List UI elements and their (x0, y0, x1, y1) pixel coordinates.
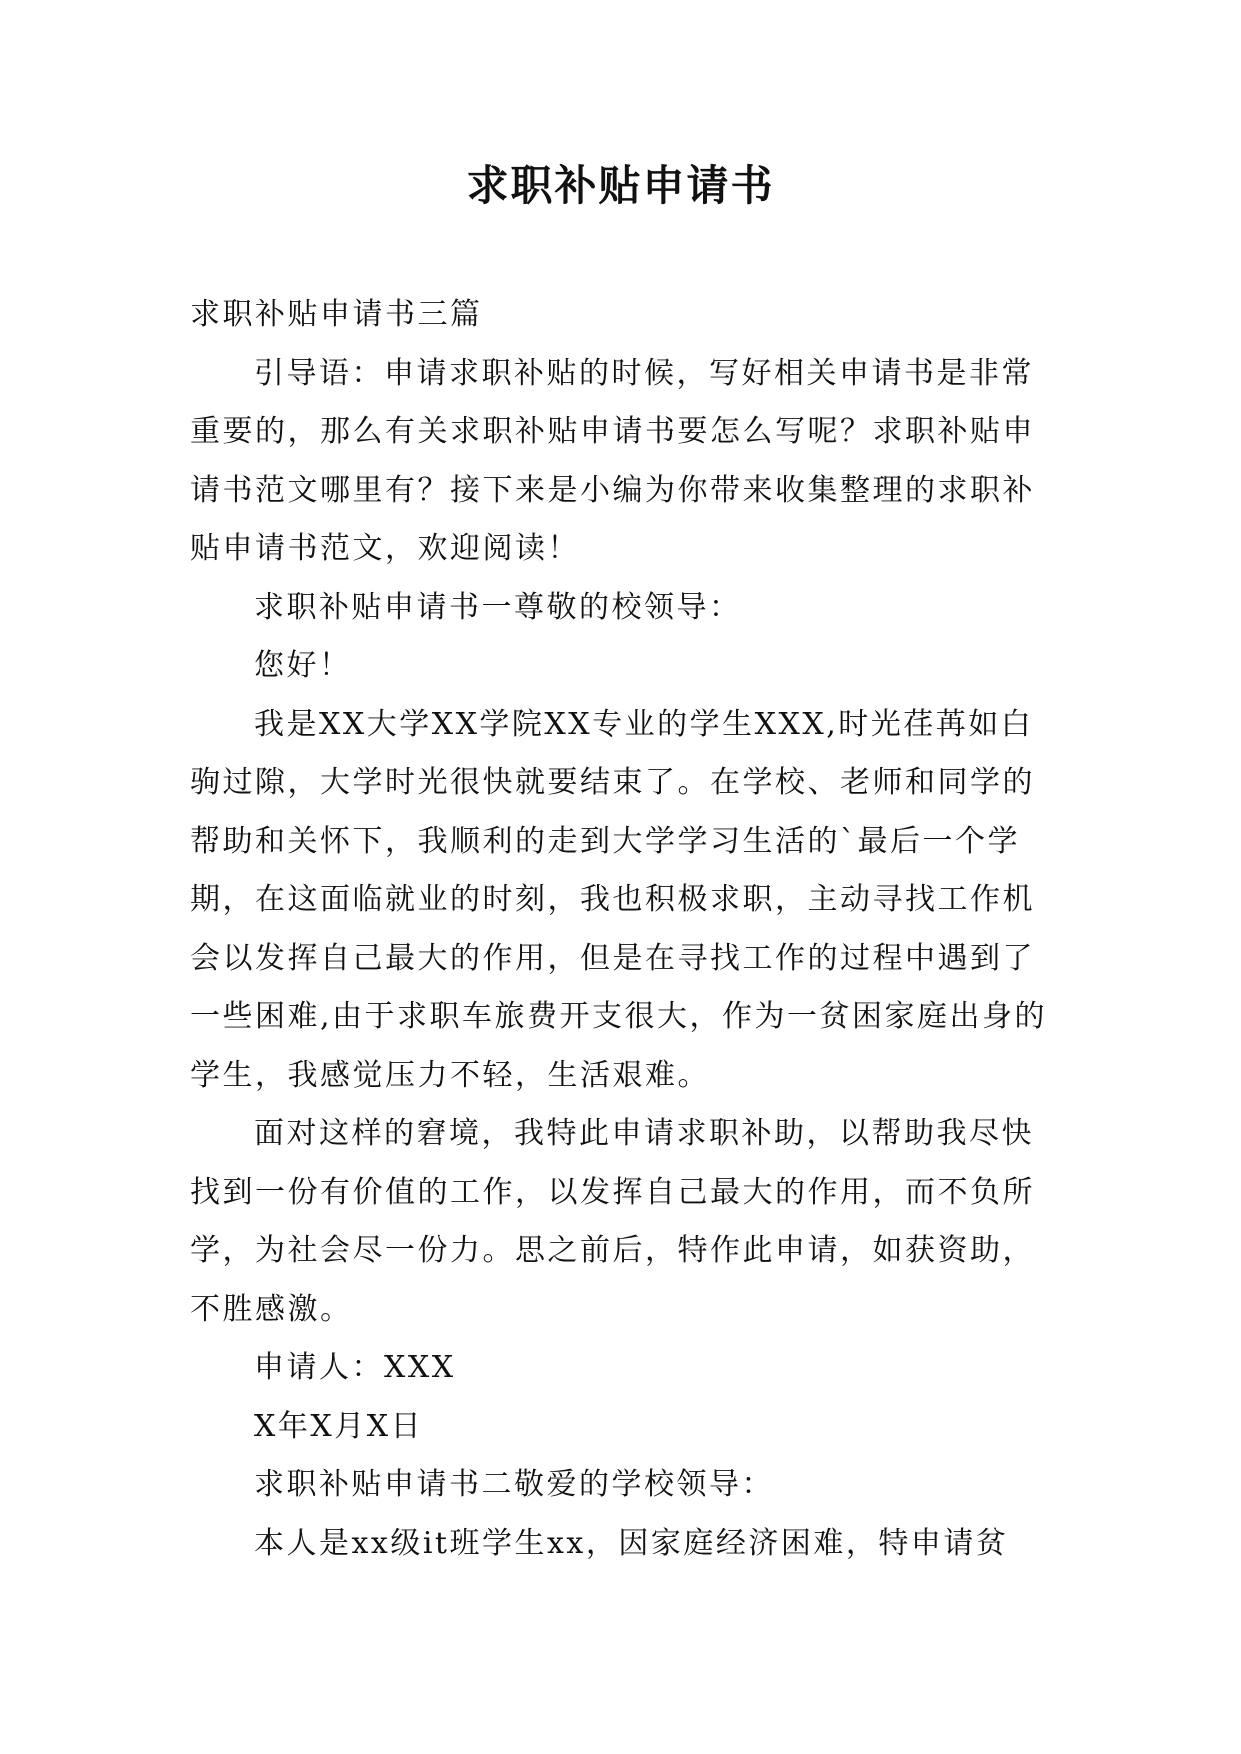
letter-two-paragraph-1: 本人是xx级it班学生xx，因家庭经济困难，特申请贫 (254, 1525, 1009, 1561)
letter-one-paragraph-1: 我是XX大学XX学院XX专业的学生XXX,时光荏苒如白驹过隙，大学时光很快就要结束了。在学校、老师和同学的帮助和关怀下，我顺利的走到大学学习生活的`最后一个学期，在这面临就业的时刻，我也积极求职，主动寻找工作机会以发挥自己最大的作用，但是在寻找工作的过程中遇到了一些困难,由于求职车旅费开支很大，作为一贫困家庭出身的学生，我感觉压力不轻，生活艰难。 (190, 706, 1048, 1093)
intro-paragraph: 引导语：申请求职补贴的时候，写好相关申请书是非常重要的，那么有关求职补贴申请书要怎么写呢？求职补贴申请书范文哪里有？接下来是小编为你带来收集整理的求职补贴申请书范文，欢迎阅读！ (190, 355, 1035, 566)
document-title: 求职补贴申请书 (466, 161, 775, 210)
document-body (190, 286, 1048, 1573)
applicant-line: 申请人：XXX (254, 1350, 456, 1385)
date-line: X年X月X日 (254, 1408, 424, 1444)
letter-one-heading: 求职补贴申请书一尊敬的校领导： (254, 589, 742, 625)
letter-two-heading: 求职补贴申请书二敬爱的学校领导： (254, 1467, 774, 1502)
greeting-paragraph: 您好！ (254, 648, 352, 683)
letter-one-paragraph-2: 面对这样的窘境，我特此申请求职补助，以帮助我尽快找到一份有价值的工作，以发挥自己最大的作用，而不负所学，为社会尽一份力。思之前后，特作此申请，如获资助，不胜感激。 (190, 1116, 1035, 1327)
subtitle-paragraph: 求职补贴申请书三篇 (190, 297, 483, 332)
